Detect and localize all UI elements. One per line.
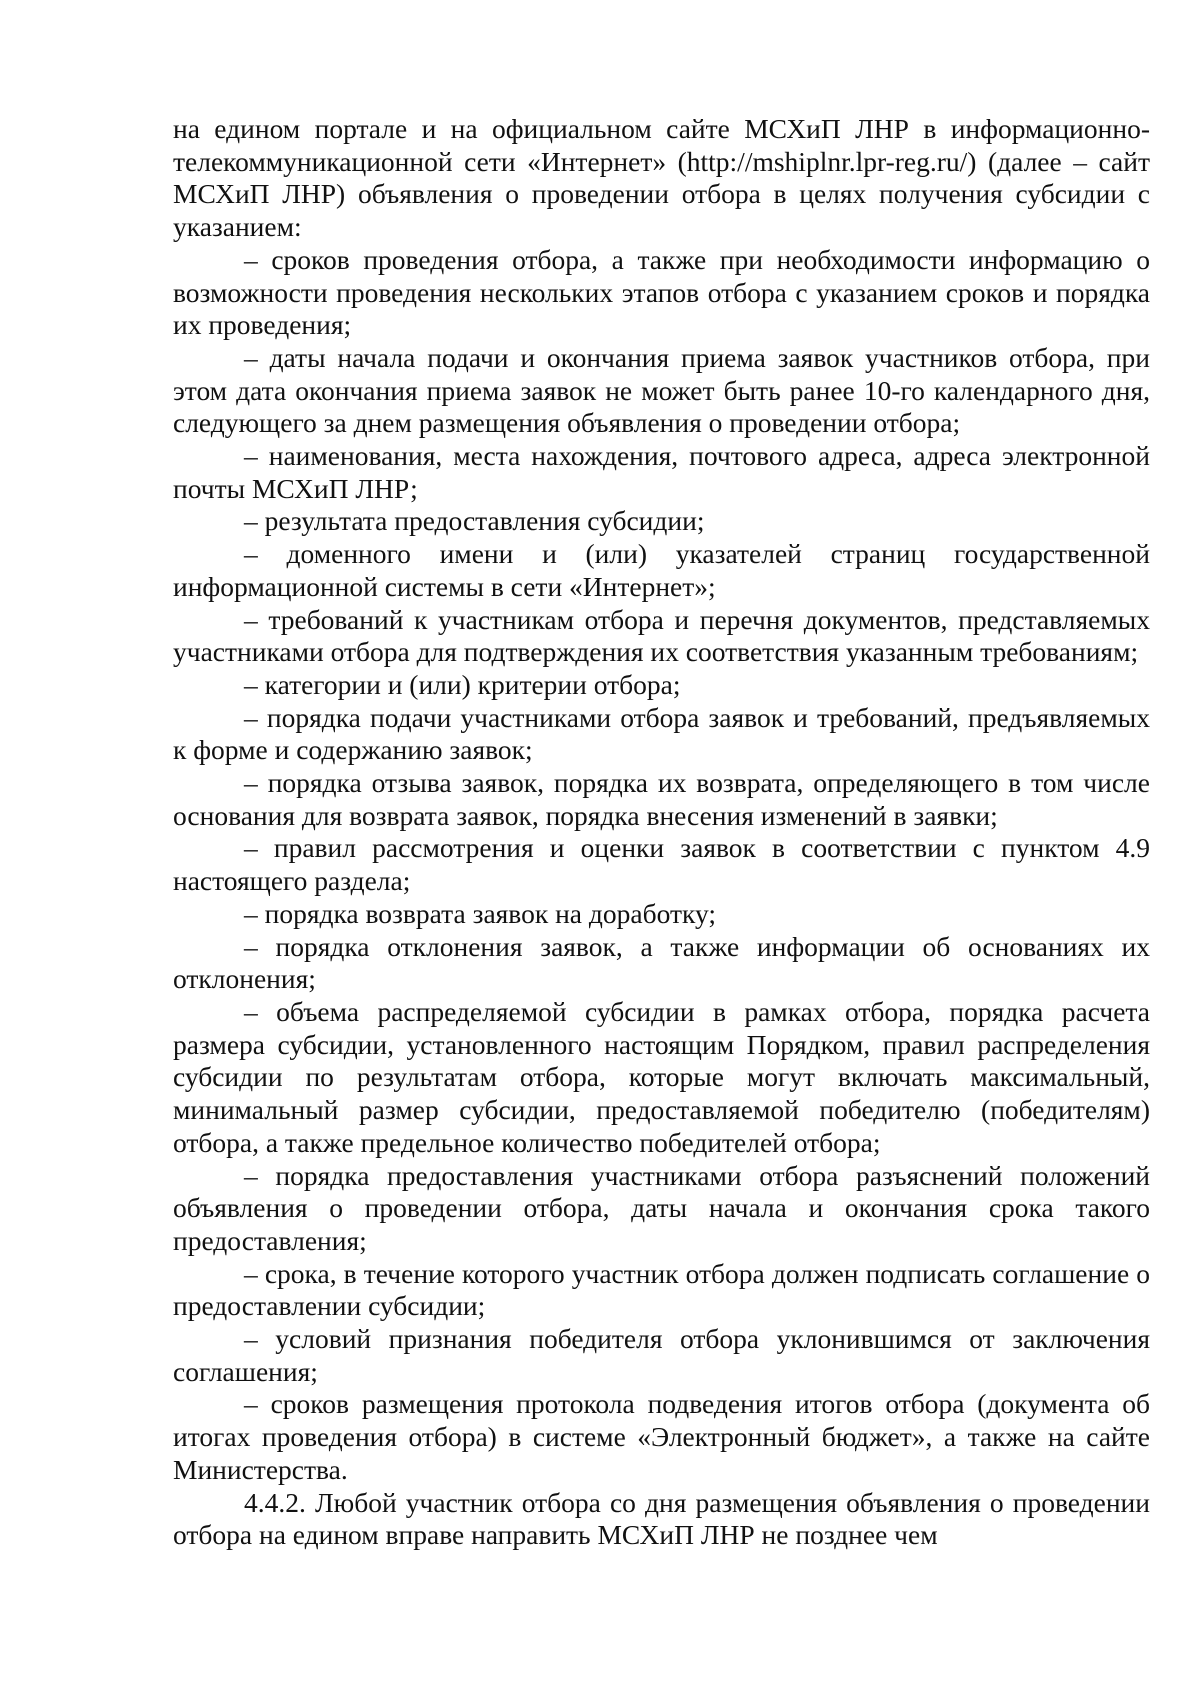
list-item-result: – результата предоставления субсидии; [244, 505, 705, 537]
list-item-protocol-publication: – сроков размещения протокола подведения итогов отбора (документа об итогах проведения отбора) в системе «Электронный бюджет», а также на сайте Министерства. [173, 1388, 1150, 1485]
list-item-contacts: – наименования, места нахождения, почтового адреса, адреса электронной почты МСХиП ЛНР; [173, 440, 1150, 504]
list-item-withdrawal-order: – порядка отзыва заявок, порядка их возврата, определяющего в том числе основания для возврата заявок, порядка внесения изменений в заявки; [173, 767, 1150, 831]
list-item-submission-order: – порядка подачи участниками отбора заявок и требований, предъявляемых к форме и содержанию заявок; [173, 701, 1150, 766]
list-item-application-dates: – даты начала подачи и окончания приема заявок участников отбора, при этом дата окончания приема заявок не может быть ранее 10-го календарного дня, следующего за днем размещения объявления о проведении отбора; [173, 341, 1150, 439]
list-item-subsidy-volume: – объема распределяемой субсидии в рамках отбора, порядка расчета размера субсидии, установленного настоящим Порядком, правил распределения субсидии по результатам отбора, которые могут включать максимальный, минимальный размер субсидии, предоставляемой победителю (победителям) отбора, а также предельное количество победителей отбора; [173, 995, 1150, 1158]
list-item-domain-name: – доменного имени и (или) указателей страниц государственной информационной системы в сети «Интернет»; [173, 538, 1150, 602]
document-page [173, 113, 1150, 1552]
list-item-signing-deadline: – срока, в течение которого участник отбора должен подписать соглашение о предоставлении субсидии; [173, 1257, 1150, 1322]
list-item-rejection: – порядка отклонения заявок, а также информации об основаниях их отклонения; [173, 930, 1150, 995]
list-item-deadlines: – сроков проведения отбора, а также при необходимости информацию о возможности проведения нескольких этапов отбора с указанием сроков и порядка их проведения; [173, 243, 1150, 341]
list-item-clarifications: – порядка предоставления участниками отбора разъяснений положений объявления о проведении отбора, даты начала и окончания срока такого предоставления; [173, 1159, 1150, 1256]
list-item-return-for-revision: – порядка возврата заявок на доработку; [244, 897, 716, 929]
paragraph-4-4-2: 4.4.2. Любой участник отбора со дня размещения объявления о проведении отбора на едином вправе направить МСХиП ЛНР не позднее чем [173, 1486, 1150, 1551]
paragraph-intro: на едином портале и на официальном сайте МСХиП ЛНР в информационно-телекоммуникационной сети «Интернет» (http://mshiplnr.lpr-reg.ru/) (далее – сайт МСХиП ЛНР) объявления о проведении отбора в целях получения субсидии с указанием: [173, 113, 1150, 243]
list-item-requirements: – требований к участникам отбора и перечня документов, представляемых участниками отбора для подтверждения их соответствия указанным требованиям; [173, 603, 1150, 668]
list-item-criteria: – категории и (или) критерии отбора; [244, 668, 681, 700]
list-item-evasion-conditions: – условий признания победителя отбора уклонившимся от заключения соглашения; [173, 1323, 1150, 1387]
list-item-review-rules: – правил рассмотрения и оценки заявок в соответствии с пунктом 4.9 настоящего раздела; [173, 832, 1150, 897]
